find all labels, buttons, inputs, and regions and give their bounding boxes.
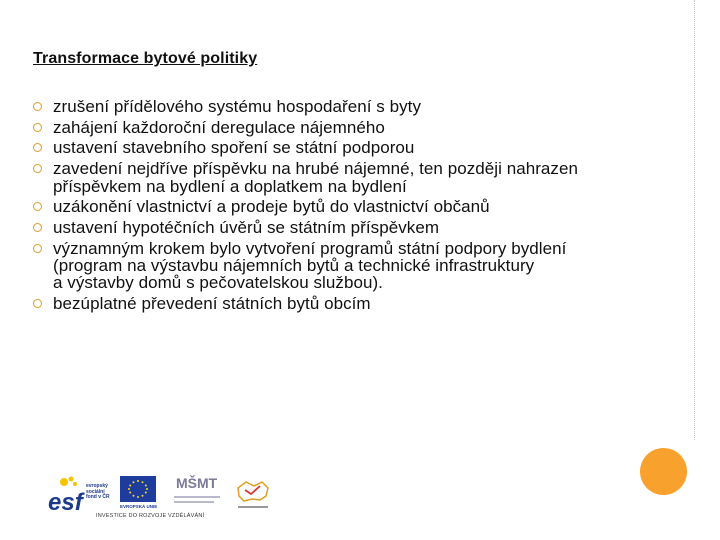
decorative-orange-circle (640, 448, 687, 495)
svg-text:esf: esf (48, 489, 83, 516)
eu-label: EVROPSKÁ UNIE (120, 504, 158, 509)
eu-flag-icon (120, 476, 156, 502)
list-item (32, 119, 682, 136)
list-item (32, 160, 682, 195)
msmt-label: MŠMT (176, 475, 218, 491)
list-item-text: ustavení stavebního spoření se státní podporou (53, 138, 415, 158)
op-vk-logo-icon (232, 474, 274, 514)
circle-bullet-icon (33, 102, 42, 111)
circle-bullet-icon (33, 244, 42, 253)
investment-slogan: INVESTICE DO ROZVOJE VZDĚLÁVÁNÍ (96, 513, 205, 519)
circle-bullet-icon (33, 202, 42, 211)
circle-bullet-icon (33, 123, 42, 132)
list-item-text: uzákonění vlastnictví a prodeje bytů do vlastnictví občanů (53, 197, 490, 217)
esf-label: evropský sociální fond v ČR (86, 483, 110, 500)
slide-title: Transformace bytové politiky (33, 50, 258, 67)
circle-bullet-icon (33, 223, 42, 232)
list-item (32, 219, 682, 236)
list-item (32, 198, 682, 215)
list-item (32, 98, 682, 115)
list-item-text: zahájení každoroční deregulace nájemného (53, 117, 385, 137)
list-item (32, 295, 682, 312)
list-item-text: ustavení hypotéčních úvěrů se státním příspěvkem (53, 217, 440, 237)
circle-bullet-icon (33, 164, 42, 173)
funding-logos (46, 470, 286, 525)
list-item (32, 139, 682, 156)
decorative-dotted-line (694, 0, 695, 440)
circle-bullet-icon (33, 299, 42, 308)
list-item (32, 240, 682, 292)
list-item-text: bezúplatné převedení státních bytů obcím (53, 294, 371, 314)
list-item-text: zrušení přídělového systému hospodaření s byty (53, 97, 421, 116)
list-item-text: zavedení nejdříve příspěvku na hrubé nájemné, ten později nahrazen příspěvkem na bydlení a doplatkem na bydlení (53, 159, 578, 196)
msmt-logo-icon (172, 472, 222, 512)
bullet-list (32, 98, 682, 316)
circle-bullet-icon (33, 143, 42, 152)
list-item-text: významným krokem bylo vytvoření programů státní podpory bydlení (program na výstavbu nájemních bytů a technické infrastruktury a výstavby domů s pečovatelskou službou). (53, 238, 567, 293)
